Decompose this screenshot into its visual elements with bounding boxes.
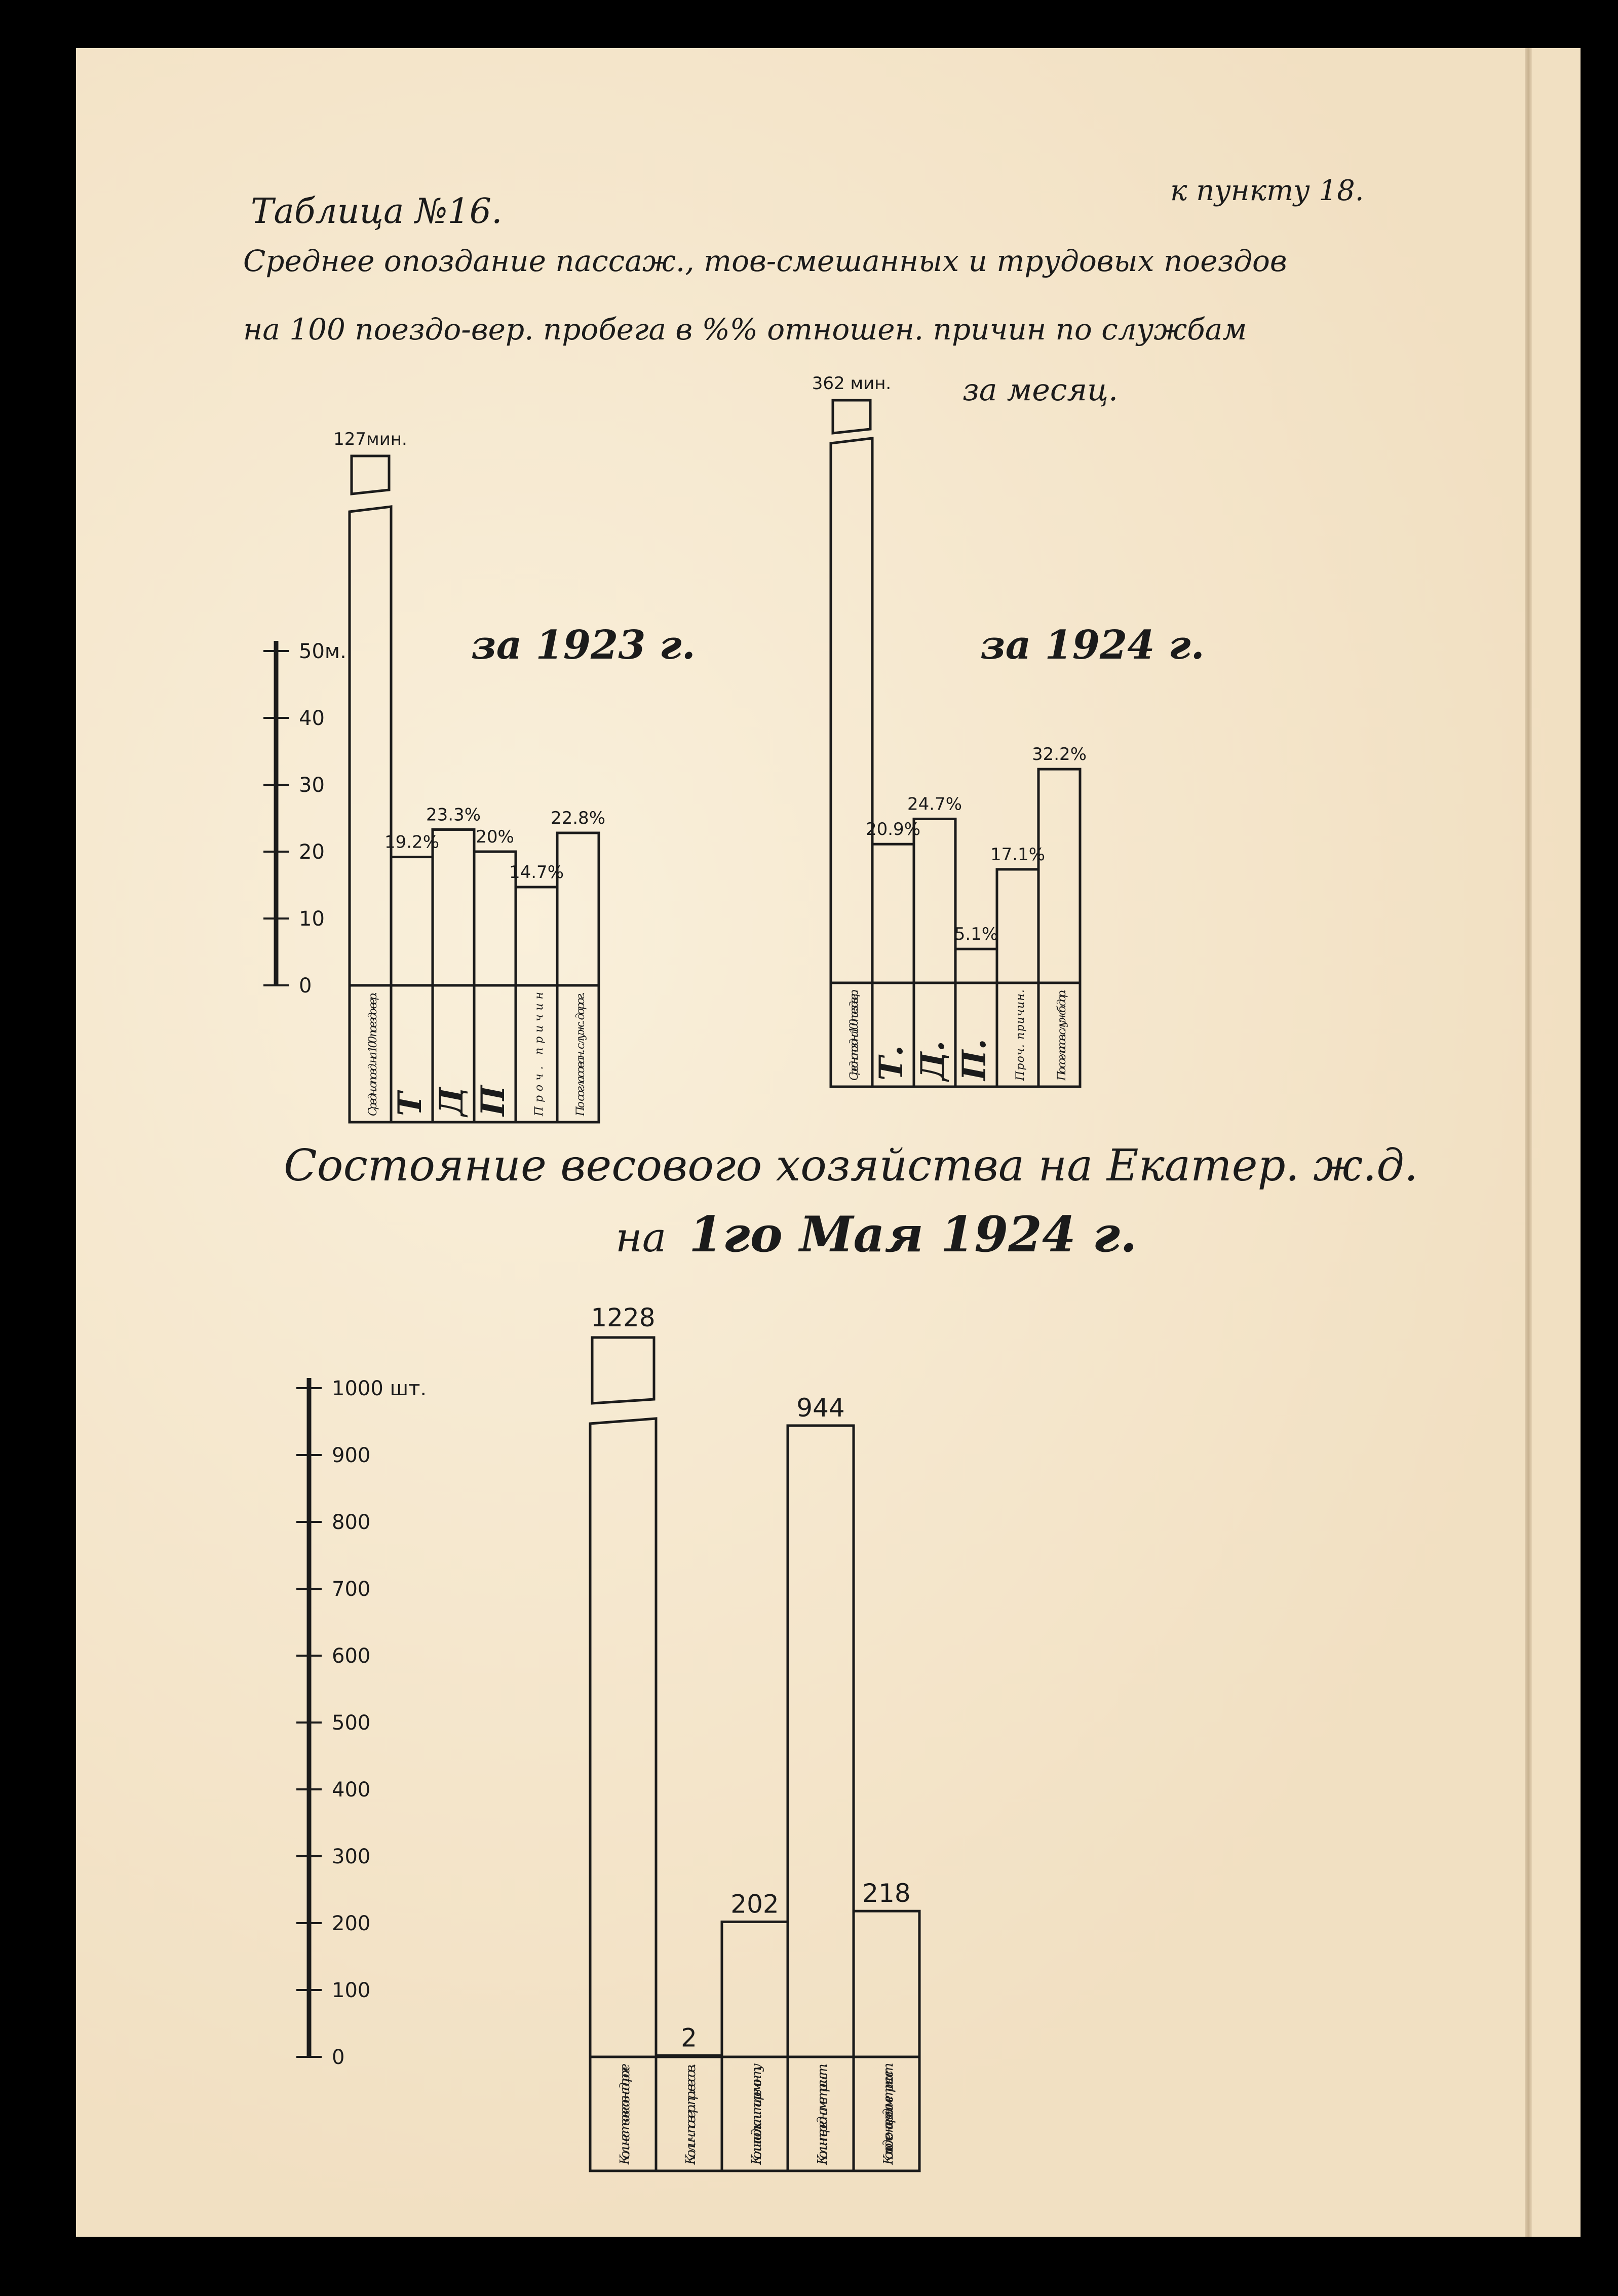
category-label: Т.	[872, 1045, 910, 1081]
category-label: Т	[391, 1092, 429, 1116]
y-tick-label: 40	[299, 707, 325, 730]
bar-value-label: 17.1%	[990, 844, 1046, 865]
category-label: Колич. подл. капитал. ремонту	[749, 2063, 764, 2165]
category-label: Колич. перед. на метр. сист.	[815, 2063, 830, 2165]
bar-value-label: 944	[796, 1393, 845, 1423]
bar-cap	[833, 400, 870, 433]
y-tick-label: 0	[332, 2046, 345, 2069]
category-label: Д	[433, 1087, 471, 1116]
y-tick-label: 900	[332, 1444, 371, 1467]
chart-title: за 1923 г.	[471, 622, 696, 668]
bar	[955, 949, 997, 983]
y-tick-label: 20	[299, 840, 325, 864]
category-label: Средн. опозд. на 100 поездо-вер.	[367, 992, 379, 1116]
y-tick-label: 10	[299, 907, 325, 931]
reference-note: к пункту 18.	[1170, 174, 1364, 207]
bar-value-label: 23.3%	[426, 805, 481, 825]
bar-cap	[352, 456, 389, 494]
y-tick-label: 700	[332, 1578, 371, 1601]
bar	[788, 1426, 854, 2057]
bar-value-label: 24.7%	[907, 794, 962, 815]
y-tick-label: 30	[299, 774, 325, 797]
subtitle-line-2: на 100 поездо-вер. пробега в %% отношен. причин по службам	[243, 312, 1247, 347]
weights-title-line-1: Состояние весового хозяйства на Екатер. ж.д.	[284, 1140, 1418, 1191]
chart-1924	[812, 373, 1205, 1087]
category-label: Количество весов на дороге	[618, 2063, 633, 2165]
bar	[1038, 769, 1080, 983]
category-label: Проч. причин.	[1014, 989, 1027, 1081]
bar	[872, 844, 914, 983]
bar-value-label: 5.1%	[954, 924, 998, 945]
table-number: Таблица №16.	[251, 192, 503, 232]
y-tick-label: 50м.	[299, 640, 346, 663]
bar-value-label: 19.2%	[384, 832, 440, 853]
bar	[997, 869, 1038, 983]
bar-value-label: 20%	[476, 827, 514, 847]
category-label: П	[474, 1085, 512, 1116]
y-tick-label: 200	[332, 1912, 371, 1935]
chart-weights	[296, 1303, 919, 2171]
subtitle-line-3: за месяц.	[962, 372, 1119, 408]
category-label: Д.	[914, 1040, 952, 1081]
bar	[914, 819, 955, 983]
bar	[557, 833, 599, 985]
category-label: По согласован. служ. дорог.	[574, 992, 587, 1116]
y-tick-label: 500	[332, 1711, 371, 1735]
y-tick-label: 300	[332, 1845, 371, 1868]
bar-value-label: 14.7%	[509, 862, 564, 883]
bar-value-label: 362 мин.	[812, 373, 892, 394]
y-tick-label: 0	[299, 974, 312, 998]
category-label: По согласов. служб. дор.	[1056, 989, 1068, 1081]
category-label: Средн. опозд. на 100 поезд.-вер.	[848, 989, 861, 1081]
bar-value-label: 32.2%	[1031, 744, 1087, 765]
bar-value-label: 20.9%	[865, 819, 921, 840]
chart-1923	[263, 429, 696, 1122]
y-tick-label: 800	[332, 1511, 371, 1534]
bar	[854, 1911, 919, 2057]
bar	[433, 829, 474, 985]
category-label: Проч. причин	[533, 992, 546, 1116]
y-tick-label: 400	[332, 1778, 371, 1802]
bar	[391, 857, 433, 985]
subtitle-line-1: Среднее опоздание пассаж., тов-смешанных и трудовых поездов	[243, 244, 1287, 278]
bar	[516, 887, 557, 985]
bar-value-label: 2	[681, 2023, 697, 2053]
bar-value-label: 218	[862, 1879, 911, 1908]
bar-value-label: 202	[730, 1889, 779, 1919]
bar	[656, 2055, 722, 2057]
bar-broken	[831, 438, 872, 983]
bar-cap	[592, 1337, 654, 1403]
bar-value-label: 127мин.	[333, 429, 407, 449]
y-tick-label: 100	[332, 1979, 371, 2002]
chart-title: за 1924 г.	[980, 622, 1205, 668]
bar-value-label: 22.8%	[550, 808, 606, 829]
bar-broken	[350, 507, 391, 985]
category-label: П.	[955, 1039, 993, 1081]
y-tick-label: 600	[332, 1644, 371, 1668]
category-label: Кол. подлеж. перед. на метрич. сист.	[881, 2062, 896, 2165]
bar-broken	[590, 1419, 656, 2057]
bar-value-label: 1228	[591, 1303, 656, 1332]
weights-title-prefix: на	[615, 1214, 667, 1261]
y-tick-label: 1000 шт.	[332, 1377, 427, 1400]
weights-title-date: 1го Мая 1924 г.	[689, 1206, 1137, 1263]
bar	[722, 1922, 788, 2057]
category-label: Колич. повер. пр. весов.	[683, 2063, 699, 2165]
